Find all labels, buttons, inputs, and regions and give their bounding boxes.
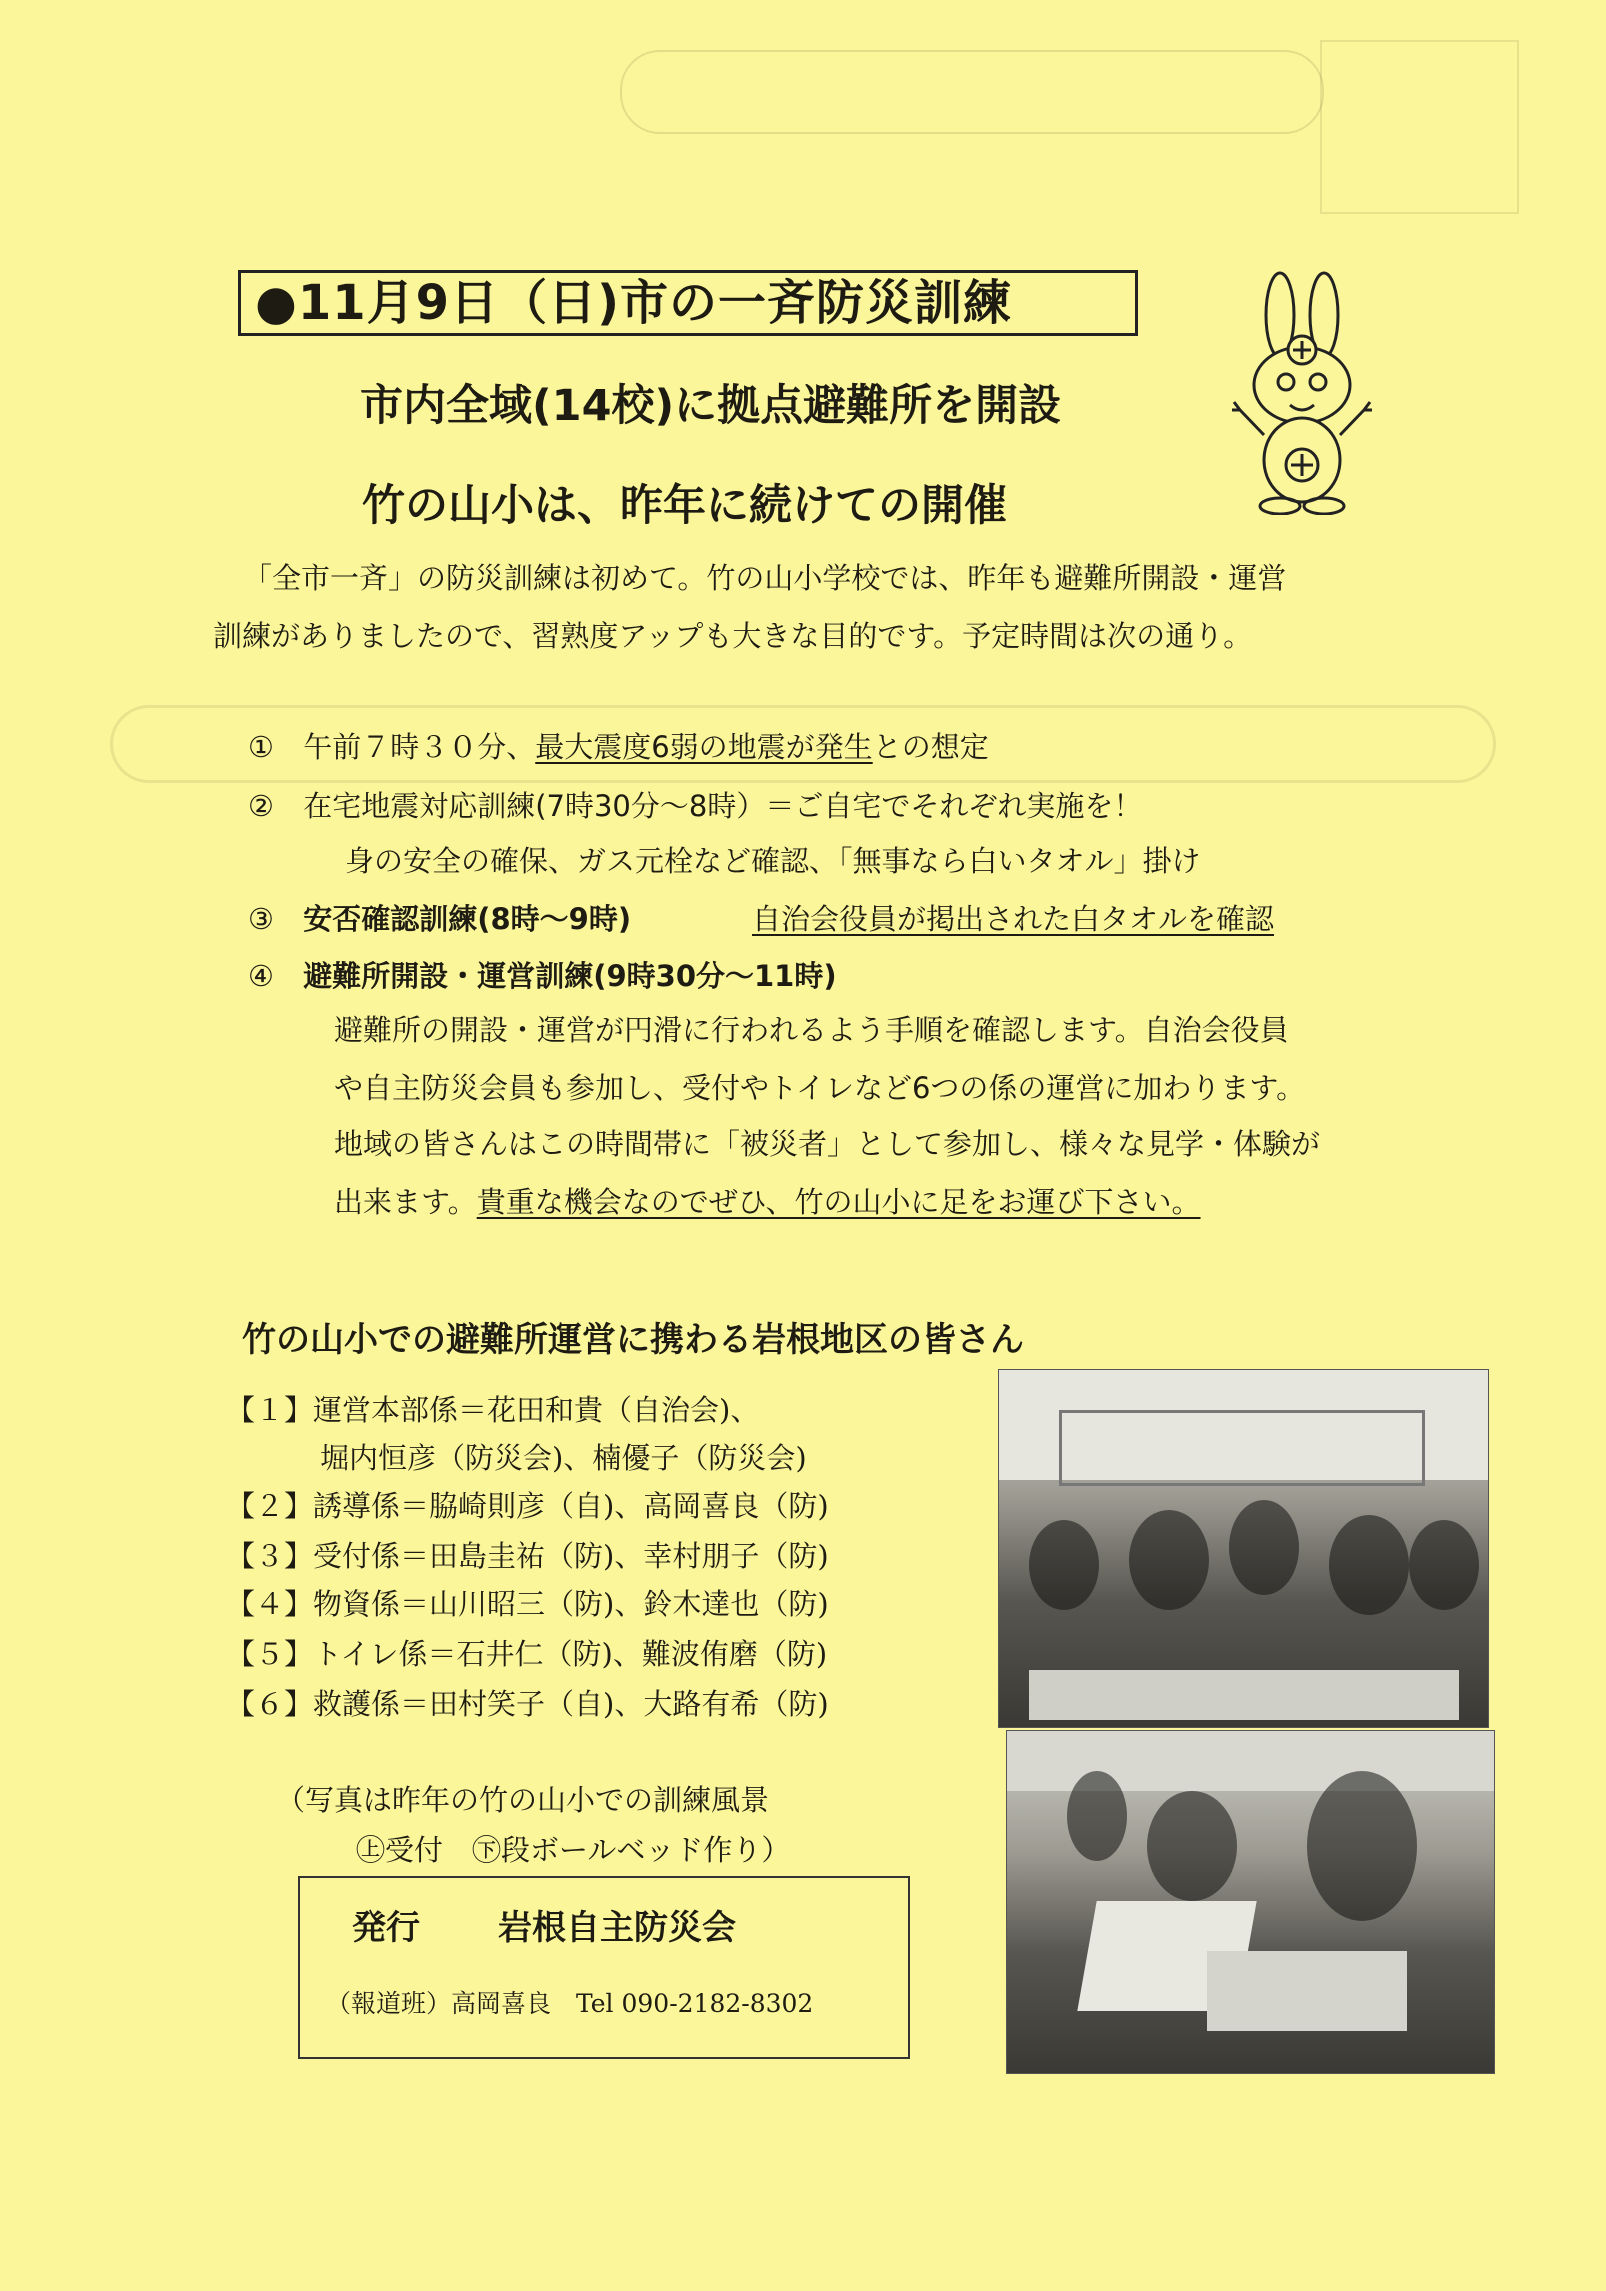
item-text: 在宅地震対応訓練(7時30分～8時）＝ご自宅でそれぞれ実施を！ — [303, 789, 1143, 823]
schedule-item-4 — [248, 956, 837, 996]
member-row: 【４】物資係＝山川昭三（防)、鈴木達也（防) — [226, 1587, 829, 1621]
schedule-item-4-desc-3: 地域の皆さんはこの時間帯に「被災者」として参加し、様々な見学・体験が — [334, 1127, 1321, 1161]
photo-caption-line-2: ㊤受付 ㊦段ボールベッド作り） — [356, 1833, 791, 1867]
bleed-through-balloon — [620, 50, 1324, 134]
member-row: 【６】救護係＝田村笑子（自)、大路有希（防) — [226, 1687, 829, 1721]
headline-primary: 市内全域(14校)に拠点避難所を開設 — [360, 381, 1062, 431]
item-underlined-text: 最大震度6弱の地震が発生 — [535, 730, 873, 764]
headline-secondary: 竹の山小は、昨年に続けての開催 — [362, 481, 1007, 531]
member-row: 【３】受付係＝田島圭祐（防)、幸村朋子（防) — [226, 1539, 829, 1573]
photo-cardboard-beds — [1006, 1730, 1495, 2074]
members-section-title: 竹の山小での避難所運営に携わる岩根地区の皆さん — [242, 1320, 1024, 1360]
item-text: 午前７時３０分、 — [303, 730, 536, 764]
photo-caption-line-1: （写真は昨年の竹の山小での訓練風景 — [276, 1783, 770, 1817]
intro-line-2: 訓練がありましたので、習熟度アップも大きな目的です。予定時間は次の通り。 — [213, 619, 1253, 653]
item-number: ① — [248, 730, 274, 764]
publisher-name: 岩根自主防災会 — [498, 1908, 736, 1948]
schedule-item-4-desc-4 — [334, 1178, 1201, 1226]
page-title: ●11月9日（日)市の一斉防災訓練 — [238, 270, 1138, 336]
item-number: ③ — [248, 902, 274, 936]
schedule-item-3-note: 自治会役員が掲出された白タオルを確認 — [752, 902, 1275, 936]
schedule-item-2-detail: 身の安全の確保、ガス元栓など確認、「無事なら白いタオル」掛け — [345, 844, 1201, 878]
publisher-contact: （報道班）高岡喜良 Tel 090-2182-8302 — [326, 1989, 814, 2018]
item-text: 避難所開設・運営訓練(9時30分～11時) — [303, 959, 837, 993]
bleed-through-box — [1320, 40, 1519, 214]
intro-line-1: 「全市一斉」の防災訓練は初めて。竹の山小学校では、昨年も避難所開設・運営 — [243, 561, 1287, 595]
desc-text: 出来ます。 — [334, 1185, 477, 1219]
member-row: 【２】誘導係＝脇崎則彦（自)、高岡喜良（防) — [226, 1489, 829, 1523]
schedule-item-4-desc-1: 避難所の開設・運営が円滑に行われるよう手順を確認します。自治会役員 — [334, 1013, 1289, 1047]
publisher-box — [298, 1876, 910, 2059]
item-text-suffix: との想定 — [872, 730, 989, 764]
member-row: 【１】運営本部係＝花田和貴（自治会)、 — [226, 1393, 760, 1427]
schedule-item-4-desc-2: や自主防災会員も参加し、受付やトイレなど6つの係の運営に加わります。 — [334, 1071, 1306, 1105]
schedule-item-2 — [248, 786, 1142, 826]
schedule-item-1 — [248, 727, 989, 767]
publisher-label: 発行 — [352, 1908, 420, 1948]
item-number: ④ — [248, 959, 274, 993]
item-text: 安否確認訓練(8時～9時) — [303, 902, 632, 936]
item-number: ② — [248, 789, 274, 823]
schedule-item-3 — [248, 899, 631, 939]
member-row: 堀内恒彦（防災会)、楠優子（防災会) — [320, 1441, 807, 1475]
photo-reception — [998, 1369, 1489, 1728]
desc-underlined-text: 貴重な機会なのでぜひ、竹の山小に足をお運び下さい。 — [476, 1185, 1201, 1219]
rabbit-mascot-icon — [1232, 270, 1372, 515]
member-row: 【５】トイレ係＝石井仁（防)、難波侑磨（防) — [226, 1637, 828, 1671]
